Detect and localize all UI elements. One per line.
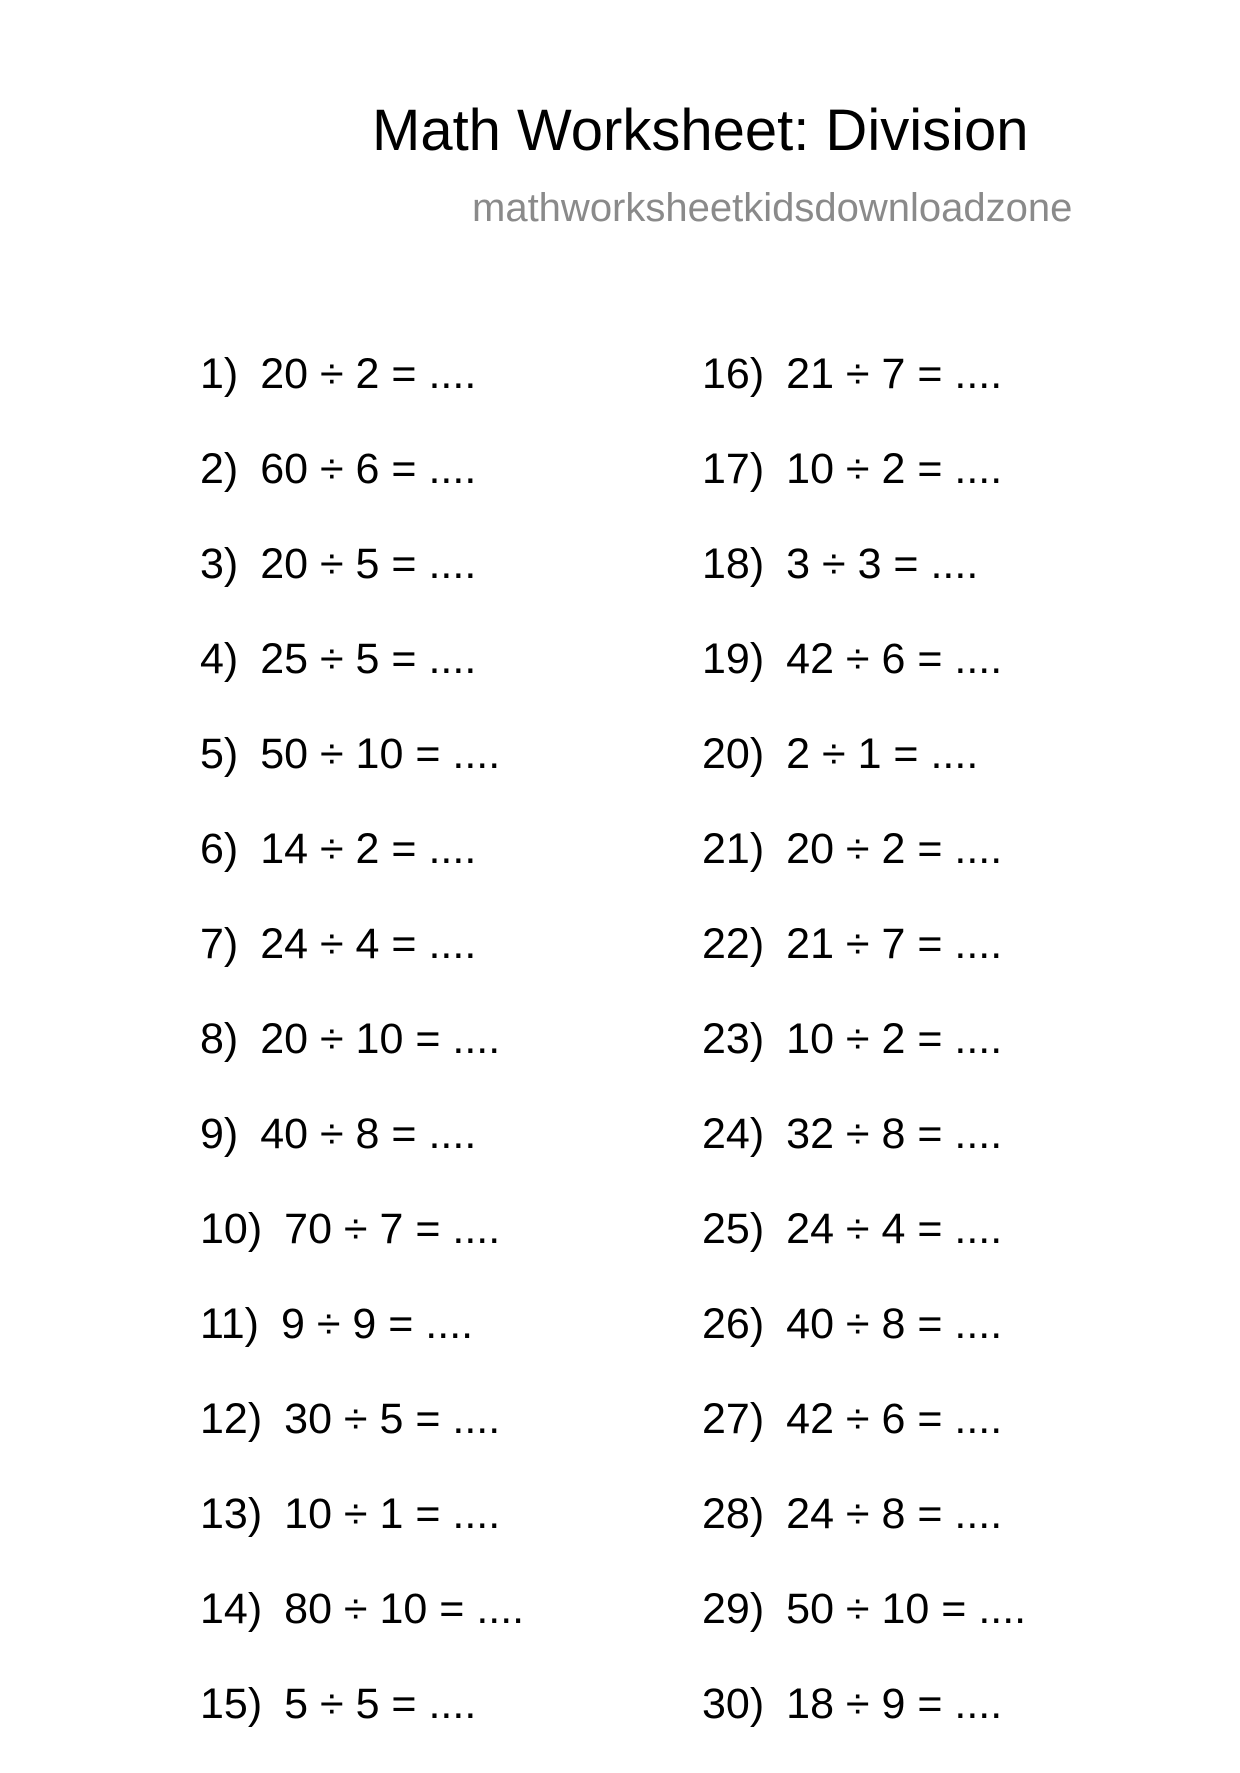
- problem-number: 24): [702, 1110, 765, 1158]
- problem-number: 9): [200, 1110, 239, 1158]
- problem-item: [702, 1298, 1026, 1393]
- problem-item: [200, 633, 524, 728]
- problem-number: 26): [702, 1300, 765, 1348]
- problem-expression: 10 ÷ 1 = ....: [284, 1490, 501, 1538]
- problem-expression: 20 ÷ 2 = ....: [260, 350, 477, 398]
- problem-expression: 40 ÷ 8 = ....: [260, 1110, 477, 1158]
- problem-item: [200, 728, 524, 823]
- problem-item: [200, 918, 524, 1013]
- problem-expression: 14 ÷ 2 = ....: [260, 825, 477, 873]
- problem-item: [702, 823, 1026, 918]
- problem-expression: 25 ÷ 5 = ....: [260, 635, 477, 683]
- problem-expression: 32 ÷ 8 = ....: [786, 1110, 1003, 1158]
- problem-item: [200, 1108, 524, 1203]
- problem-item: [702, 1488, 1026, 1583]
- problem-number: 7): [200, 920, 239, 968]
- problem-number: 5): [200, 730, 239, 778]
- problem-item: [702, 443, 1026, 538]
- problem-number: 17): [702, 445, 765, 493]
- problem-expression: 40 ÷ 8 = ....: [786, 1300, 1003, 1348]
- problem-item: [200, 443, 524, 538]
- problem-expression: 24 ÷ 4 = ....: [786, 1205, 1003, 1253]
- problem-item: [702, 918, 1026, 1013]
- problem-expression: 70 ÷ 7 = ....: [284, 1205, 501, 1253]
- problem-item: [200, 1583, 524, 1678]
- problem-expression: 42 ÷ 6 = ....: [786, 635, 1003, 683]
- problem-number: 16): [702, 350, 765, 398]
- problem-expression: 24 ÷ 4 = ....: [260, 920, 477, 968]
- problem-item: [200, 348, 524, 443]
- problem-number: 8): [200, 1015, 239, 1063]
- problem-number: 11): [200, 1300, 259, 1348]
- problem-number: 25): [702, 1205, 765, 1253]
- problem-number: 15): [200, 1680, 263, 1728]
- problem-item: [702, 1678, 1026, 1773]
- problem-number: 6): [200, 825, 239, 873]
- problem-expression: 21 ÷ 7 = ....: [786, 920, 1003, 968]
- problem-item: [702, 728, 1026, 823]
- problem-number: 13): [200, 1490, 263, 1538]
- problem-item: [702, 1013, 1026, 1108]
- problem-expression: 20 ÷ 2 = ....: [786, 825, 1003, 873]
- problem-number: 3): [200, 540, 239, 588]
- problem-item: [200, 1678, 524, 1773]
- problem-expression: 10 ÷ 2 = ....: [786, 1015, 1003, 1063]
- problem-number: 23): [702, 1015, 765, 1063]
- problem-number: 27): [702, 1395, 765, 1443]
- problem-item: [200, 1393, 524, 1488]
- problem-number: 28): [702, 1490, 765, 1538]
- source-watermark: mathworksheetkidsdownloadzone: [472, 186, 1073, 230]
- problem-expression: 9 ÷ 9 = ....: [280, 1300, 474, 1348]
- problem-expression: 5 ÷ 5 = ....: [284, 1680, 477, 1728]
- problem-expression: 80 ÷ 10 = ....: [284, 1585, 525, 1633]
- problem-item: [200, 1013, 524, 1108]
- problem-expression: 20 ÷ 10 = ....: [260, 1015, 501, 1063]
- problem-expression: 24 ÷ 8 = ....: [786, 1490, 1003, 1538]
- problem-number: 1): [200, 350, 239, 398]
- problem-item: [702, 1583, 1026, 1678]
- problem-expression: 30 ÷ 5 = ....: [284, 1395, 501, 1443]
- problem-item: [200, 1488, 524, 1583]
- problems-column-left: [200, 348, 524, 1773]
- problem-item: [702, 1393, 1026, 1488]
- problem-number: 14): [200, 1585, 263, 1633]
- problem-expression: 10 ÷ 2 = ....: [786, 445, 1003, 493]
- problem-number: 21): [702, 825, 765, 873]
- problem-number: 10): [200, 1205, 263, 1253]
- problem-item: [200, 823, 524, 918]
- problem-item: [702, 538, 1026, 633]
- problem-item: [200, 1298, 524, 1393]
- problem-number: 4): [200, 635, 239, 683]
- problem-number: 2): [200, 445, 239, 493]
- page-title: Math Worksheet: Division: [372, 98, 1029, 163]
- problem-expression: 18 ÷ 9 = ....: [786, 1680, 1003, 1728]
- problem-expression: 20 ÷ 5 = ....: [260, 540, 477, 588]
- problem-expression: 42 ÷ 6 = ....: [786, 1395, 1003, 1443]
- problem-expression: 21 ÷ 7 = ....: [786, 350, 1003, 398]
- problem-expression: 3 ÷ 3 = ....: [786, 540, 979, 588]
- problems-column-right: [702, 348, 1026, 1773]
- problem-expression: 50 ÷ 10 = ....: [786, 1585, 1027, 1633]
- problem-expression: 50 ÷ 10 = ....: [260, 730, 501, 778]
- problem-item: [702, 348, 1026, 443]
- problem-item: [702, 1203, 1026, 1298]
- problem-item: [200, 1203, 524, 1298]
- problem-number: 20): [702, 730, 765, 778]
- problem-item: [702, 633, 1026, 728]
- problem-number: 30): [702, 1680, 765, 1728]
- problem-expression: 2 ÷ 1 = ....: [786, 730, 979, 778]
- problem-expression: 60 ÷ 6 = ....: [260, 445, 477, 493]
- problem-number: 29): [702, 1585, 765, 1633]
- problem-number: 22): [702, 920, 765, 968]
- problem-number: 18): [702, 540, 765, 588]
- problem-item: [200, 538, 524, 633]
- problem-number: 12): [200, 1395, 263, 1443]
- problem-item: [702, 1108, 1026, 1203]
- problem-number: 19): [702, 635, 765, 683]
